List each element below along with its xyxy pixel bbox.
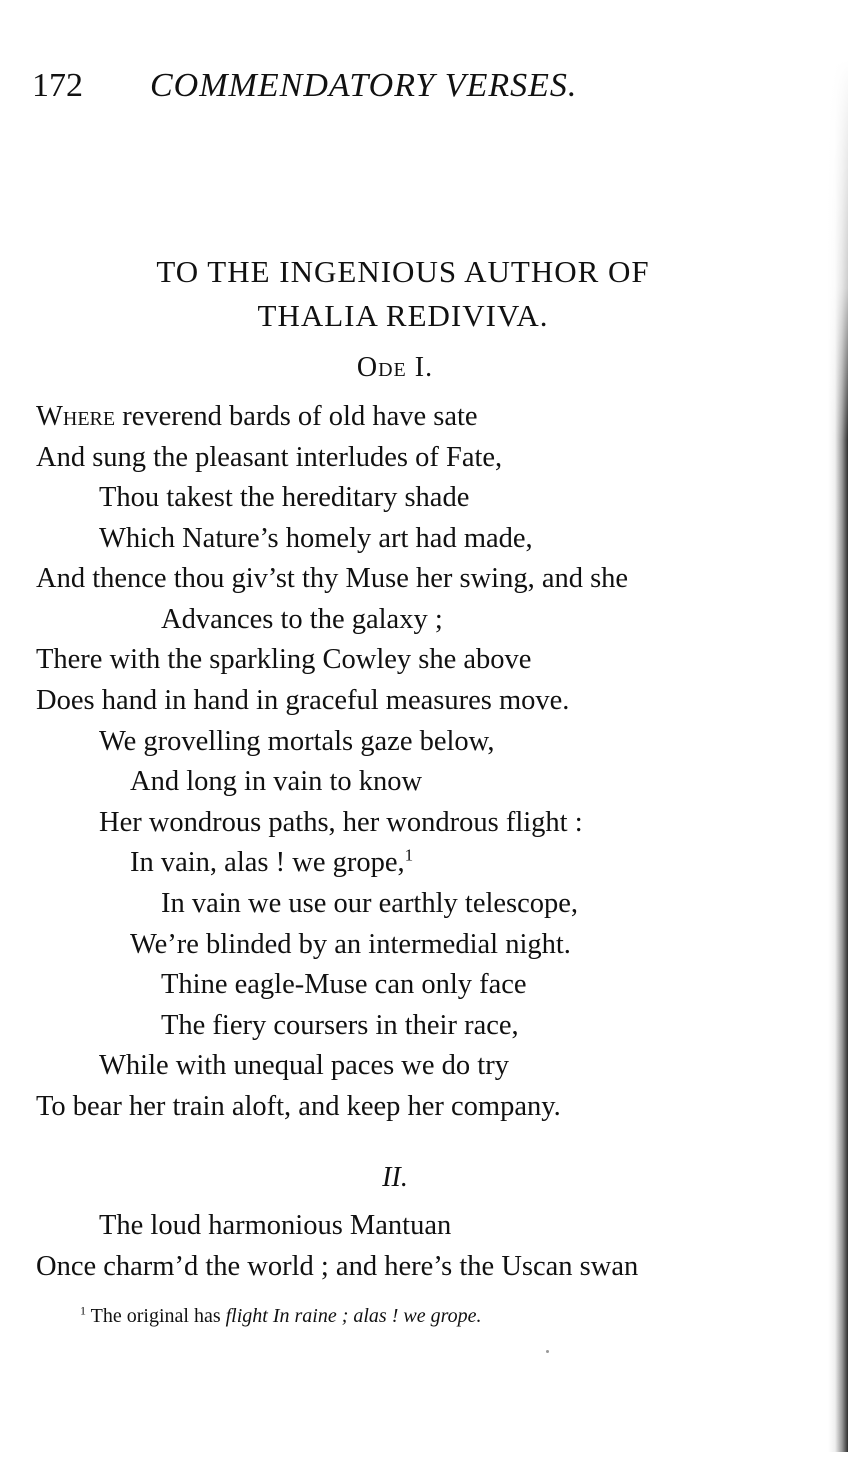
verse-line: Once charm’d the world ; and here’s the Uscan swan — [36, 1251, 639, 1282]
verse-first-word: Where — [36, 401, 116, 432]
section-heading: II. — [382, 1162, 408, 1193]
verse-line — [36, 399, 478, 435]
ode-heading: Ode I. — [356, 352, 434, 383]
verse-line: While with unequal paces we do try — [99, 1050, 509, 1081]
verse-line: To bear her train aloft, and keep her company. — [36, 1091, 561, 1122]
footnote-reference: 1 — [404, 845, 414, 865]
verse-line: The fiery coursers in their race, — [161, 1010, 519, 1041]
footnote-text: The original has — [86, 1305, 226, 1327]
verse-line: In vain we use our earthly telescope, — [161, 888, 579, 919]
verse-line: The loud harmonious Mantuan — [99, 1210, 452, 1241]
poem-title-line-1: TO THE INGENIOUS AUTHOR OF — [156, 254, 650, 289]
running-header — [32, 66, 577, 106]
poem-title-line-2: THALIA REDIVIVA. — [257, 298, 549, 333]
verse-line: Thine eagle-Muse can only face — [161, 969, 527, 1000]
running-title: COMMENDATORY VERSES. — [150, 67, 578, 104]
verse-line: Which Nature’s homely art had made, — [99, 523, 533, 554]
verse-line: And thence thou giv’st thy Muse her swing, and she — [36, 563, 629, 594]
verse-line: And long in vain to know — [130, 766, 423, 797]
verse-line: And sung the pleasant interludes of Fate, — [36, 442, 503, 473]
verse-line: We’re blinded by an intermedial night. — [130, 929, 571, 960]
verse-line: Thou takest the hereditary shade — [99, 482, 470, 513]
verse-line: Advances to the galaxy ; — [161, 604, 443, 635]
footnote — [80, 1301, 482, 1331]
footnote-quote: flight In raine ; alas ! we grope. — [225, 1305, 482, 1327]
verse-line-text: In vain, alas ! we grope, — [130, 847, 405, 878]
verse-line-text: reverend bards of old have sate — [115, 401, 478, 432]
verse-line — [130, 845, 413, 881]
footnote-marker: 1 — [80, 1303, 86, 1318]
verse-line: There with the sparkling Cowley she above — [36, 644, 532, 675]
verse-line: Her wondrous paths, her wondrous flight : — [99, 807, 583, 838]
paper-speck — [546, 1350, 549, 1353]
page-edge-fade — [828, 60, 848, 440]
page-number: 172 — [32, 67, 83, 104]
verse-line: Does hand in hand in graceful measures move. — [36, 685, 570, 716]
verse-line: We grovelling mortals gaze below, — [99, 726, 495, 757]
